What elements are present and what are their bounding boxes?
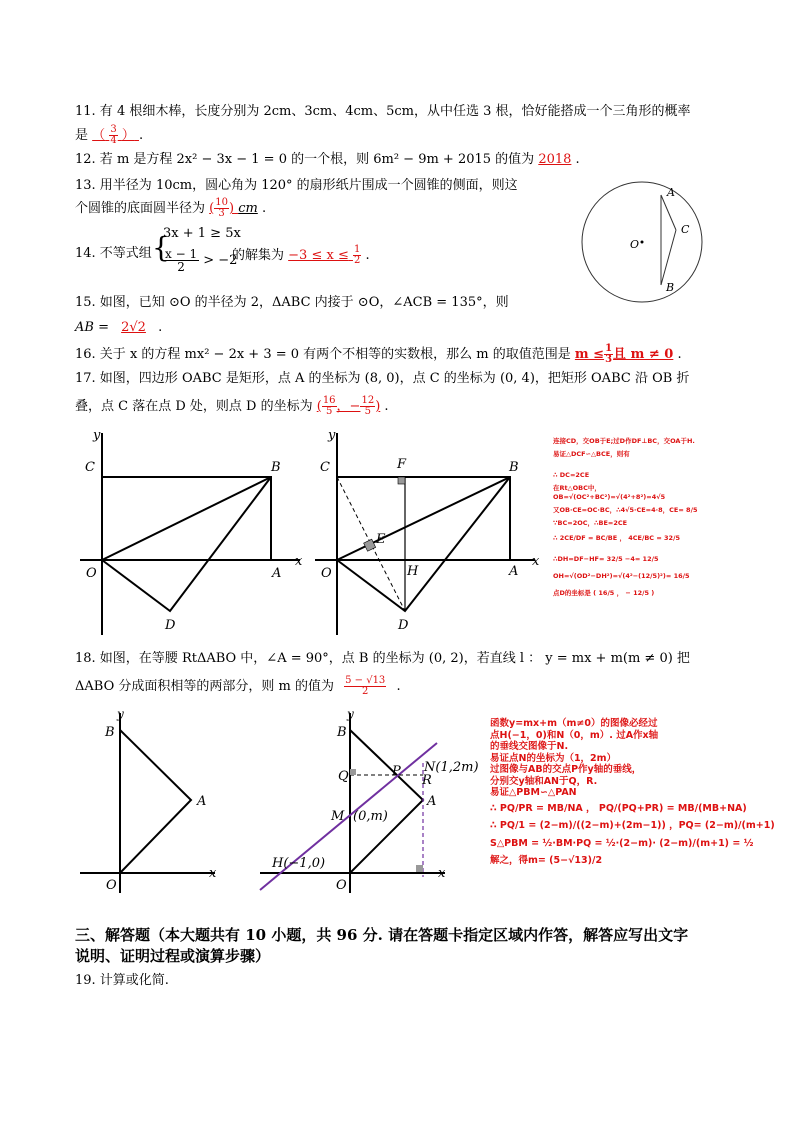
label-b: B bbox=[666, 281, 675, 294]
section3-heading-line1: 三、解答题（本大题共有 10 小题，共 96 分. 请在答题卡指定区域内作答，解答应写出文字 bbox=[75, 926, 689, 944]
label-d: D bbox=[165, 618, 176, 633]
label-y: y bbox=[117, 707, 124, 721]
label-x: x bbox=[532, 554, 540, 569]
q18-notes: 函数y=mx+m（m≠0）的图像必经过 点H(−1，0)和N（0，m）. 过A作x轴 的垂线交图像于N. 易证点N的坐标为（1，2m） 过图像与AB的交点P作y轴的垂线， 分别交y轴和AN于Q，R. 易证△PBM∽△PAN ∴ PQ/PR = MB/NA ， PQ/(PQ+PR) = MB/(MB+NA) ∴ PQ/1 = (2−m)/((2−m)+(2m−1)) ，PQ= (2−m)/(m+1) S△PBM = ½·BM·PQ = ½·(2−m)· (2−m)/(m+1) = ½ 解之，得m= (5−√13)/2 bbox=[490, 718, 775, 866]
label-a: A bbox=[509, 564, 519, 579]
folded-triangle bbox=[337, 477, 510, 611]
fig17-left bbox=[75, 425, 305, 640]
right-angle-e bbox=[364, 539, 376, 551]
q17-line2: 叠，点 C 落在点 D 处，则点 D 的坐标为 ( $\frac{16}{5}$ ，− $\frac{12}{5}$ ) . bbox=[75, 395, 389, 417]
label-c: C bbox=[681, 223, 690, 236]
label-h: H bbox=[407, 564, 419, 579]
q15-line2: AB = 2√2 . bbox=[75, 320, 163, 335]
fig18-right bbox=[255, 705, 479, 895]
label-a: A bbox=[427, 794, 437, 809]
chord-ac bbox=[661, 195, 676, 230]
q11-line2: 是 （ $\frac{3}{4}$ ） . bbox=[75, 124, 144, 146]
label-b: B bbox=[337, 725, 347, 740]
label-x: x bbox=[209, 866, 217, 881]
q12-line: 12. 若 m 是方程 2x² − 3x − 1 = 0 的一个根，则 6m² − 9m + 2015 的值为 2018 . bbox=[75, 152, 580, 167]
label-o: O bbox=[106, 878, 117, 893]
label-x: x bbox=[438, 866, 446, 881]
circle-figure bbox=[560, 178, 720, 306]
label-a: A bbox=[197, 794, 207, 809]
label-q: Q bbox=[338, 769, 349, 784]
label-x: x bbox=[295, 554, 303, 569]
label-e: E bbox=[376, 532, 386, 547]
label-o: O bbox=[86, 566, 97, 581]
label-n: N(1,2m) bbox=[424, 760, 479, 775]
label-o: O bbox=[336, 878, 347, 893]
label-y: y bbox=[93, 428, 101, 443]
q14-prefix: 14. 不等式组 bbox=[75, 246, 152, 261]
diagonal-ob bbox=[102, 477, 271, 560]
label-m-coord: (0,m) bbox=[353, 809, 388, 824]
label-b: B bbox=[105, 725, 115, 740]
q14-brace: { bbox=[152, 231, 170, 264]
label-f: F bbox=[397, 457, 407, 472]
label-b: B bbox=[509, 460, 519, 475]
q15-line1: 15. 如图，已知 ⊙O 的半径为 2，ΔABC 内接于 ⊙O，∠ACB = 135°，则 bbox=[75, 295, 509, 310]
folded-triangle bbox=[102, 477, 271, 611]
q19-line: 19. 计算或化简. bbox=[75, 973, 169, 988]
label-y: y bbox=[347, 707, 354, 721]
q12-answer: 2018 bbox=[538, 152, 572, 167]
label-d: D bbox=[398, 618, 409, 633]
label-c: C bbox=[320, 460, 330, 475]
q14-answer-line: 的解集为 −3 ≤ x ≤ $\frac{1}{2}$ . bbox=[232, 244, 370, 266]
q16-line: 16. 关于 x 的方程 mx² − 2x + 3 = 0 有两个不相等的实数根，那么 m 的取值范围是 m ≤ $\frac{1}{3}$ 且 m ≠ 0 . bbox=[75, 343, 682, 365]
fig17-right bbox=[310, 425, 545, 640]
q14-ineq2: $\frac{x - 1}{2}$ > −2 bbox=[165, 247, 238, 274]
label-r: R bbox=[422, 773, 432, 788]
q13-line1: 13. 用半径为 10cm，圆心角为 120° 的扇形纸片围成一个圆锥的侧面，则这 bbox=[75, 178, 518, 193]
right-angle-f bbox=[398, 477, 405, 484]
label-o: O bbox=[321, 566, 332, 581]
label-h: H(−1,0) bbox=[272, 856, 326, 871]
label-a: A bbox=[272, 566, 282, 581]
q11-line1: 11. 有 4 根细木棒，长度分别为 2cm、3cm、4cm、5cm，从中任选 3 根，恰好能搭成一个三角形的概率 bbox=[75, 104, 691, 119]
triangle-abo bbox=[120, 730, 191, 873]
q17-notes: 连接CD，交OB于E;过D作DF⊥BC，交OA于H. 易证△DCF∽△BCE，则有 ∴ DC=2CE 在Rt△OBC中， OB=√(OC²+BC²)=√(4²+8²)=4√5 又OB·CE=OC·BC，∴4√5·CE=4·8，CE= 8/5 ∵BC=2OC，∴BE=2CE ∴ 2CE/DF = BC/BE ， 4CE/BC = 32/5 ∴DH=DF−HF= 32/5 −4= 12/5 OH=√(OD²−DH²)=√(4²−(12/5)²)= 16/5 点D的坐标是 ( 16/5 ， − 12/5 ) bbox=[553, 437, 698, 597]
fig18-left bbox=[75, 705, 235, 895]
triangle-abo bbox=[350, 730, 423, 873]
section3-heading-line2: 说明、证明过程或演算步骤） bbox=[75, 947, 271, 965]
label-m: M bbox=[331, 809, 345, 824]
q18-line1: 18. 如图，在等腰 RtΔABO 中，∠A = 90°，点 B 的坐标为 (0, 2)，若直线 l ： y = mx + m(m ≠ 0) 把 bbox=[75, 651, 690, 666]
label-a: A bbox=[667, 186, 675, 199]
diagonal-ob bbox=[337, 477, 510, 560]
label-b: B bbox=[271, 460, 281, 475]
right-angle-foot bbox=[416, 865, 423, 872]
q18-line2: ΔABO 分成面积相等的两部分，则 m 的值为 $\frac{5 - √13}{2}$ . bbox=[75, 675, 401, 697]
label-o: O bbox=[630, 238, 640, 251]
right-angle-q bbox=[350, 769, 356, 775]
q17-line1: 17. 如图，四边形 OABC 是矩形，点 A 的坐标为 (8, 0)，点 C 的坐标为 (0, 4)，把矩形 OABC 沿 OB 折 bbox=[75, 371, 690, 386]
label-y: y bbox=[328, 428, 336, 443]
label-c: C bbox=[85, 460, 95, 475]
q13-line2: 个圆锥的底面圆半径为 ( $\frac{10}{3}$ ) cm . bbox=[75, 197, 267, 219]
chord-cb bbox=[661, 230, 676, 285]
q14-ineq1: 3x + 1 ≥ 5x bbox=[163, 226, 241, 241]
q15-answer: 2√2 bbox=[121, 320, 146, 335]
label-p: P bbox=[392, 764, 401, 779]
center-point bbox=[641, 241, 644, 244]
